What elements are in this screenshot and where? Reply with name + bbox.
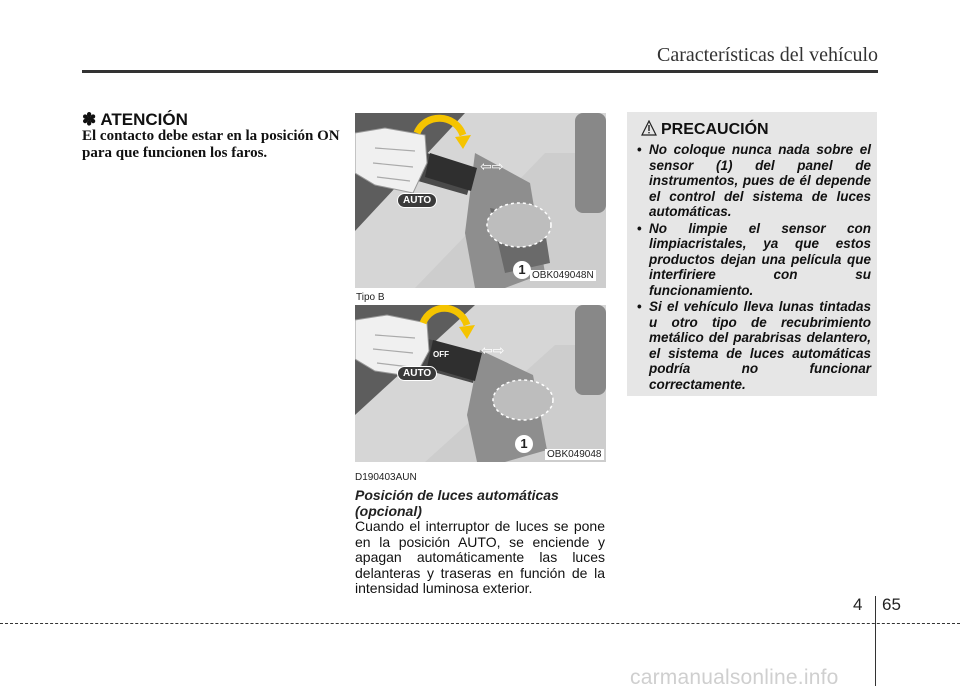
warning-triangle-icon [641, 120, 657, 141]
caution-list [633, 142, 871, 393]
figure-b-code: OBK049048 [547, 449, 602, 460]
switch-off-text: OFF [433, 350, 449, 359]
chapter-number: 4 [853, 595, 863, 614]
footer-rule [0, 623, 960, 624]
sensor-marker: 1 [515, 435, 533, 453]
caution-item: • No coloque nunca nada sobre el sensor (1) del panel de instrumentos, pues de él depende el control del sistema de luces automáticas. [633, 142, 871, 220]
page-divider [875, 596, 876, 686]
section-heading: Posición de luces automáticas (opcional) [355, 487, 559, 519]
svg-text:⇦⇨: ⇦⇨ [481, 343, 505, 359]
watermark: carmanualsonline.info [630, 666, 839, 689]
svg-text:⇦⇨: ⇦⇨ [480, 159, 504, 175]
caution-item: • No limpie el sensor con limpiacristales, ya que estos productos dejan una película que interfiriere con su funcionamiento. [633, 221, 871, 299]
section-code: D190403AUN [355, 472, 417, 483]
header-rule [82, 70, 878, 73]
attention-title: ✽ ATENCIÓN [82, 110, 188, 129]
section-body: Cuando el interruptor de luces se pone en la posición AUTO, se enciende y apagan automáticamente las luces delanteras y traseras en función de la intensidad luminosa exterior. [355, 518, 605, 596]
caution-title: PRECAUCIÓN [661, 121, 769, 138]
figure-a-illustration [355, 113, 606, 288]
caution-item: • Si el vehículo lleva lunas tintadas u otro tipo de recubrimiento metálico del parabrisas delantero, el sistema de luces automáticas podría no funcionar correctamente. [633, 299, 871, 392]
attention-body: El contacto debe estar en la posición ON para que funcionen los faros. [82, 128, 340, 161]
sensor-marker: 1 [513, 261, 531, 279]
figure-a-code: OBK049048N [532, 270, 594, 281]
auto-badge: AUTO [397, 193, 437, 208]
figure-b-label: Tipo B [356, 292, 385, 303]
light-switch-illustration-a [355, 113, 606, 288]
auto-badge: AUTO [397, 366, 437, 381]
figure-b-illustration [355, 305, 606, 462]
page-header-title: Características del vehículo [656, 44, 878, 66]
light-switch-illustration-b [355, 305, 606, 462]
page-number: 65 [882, 595, 901, 614]
